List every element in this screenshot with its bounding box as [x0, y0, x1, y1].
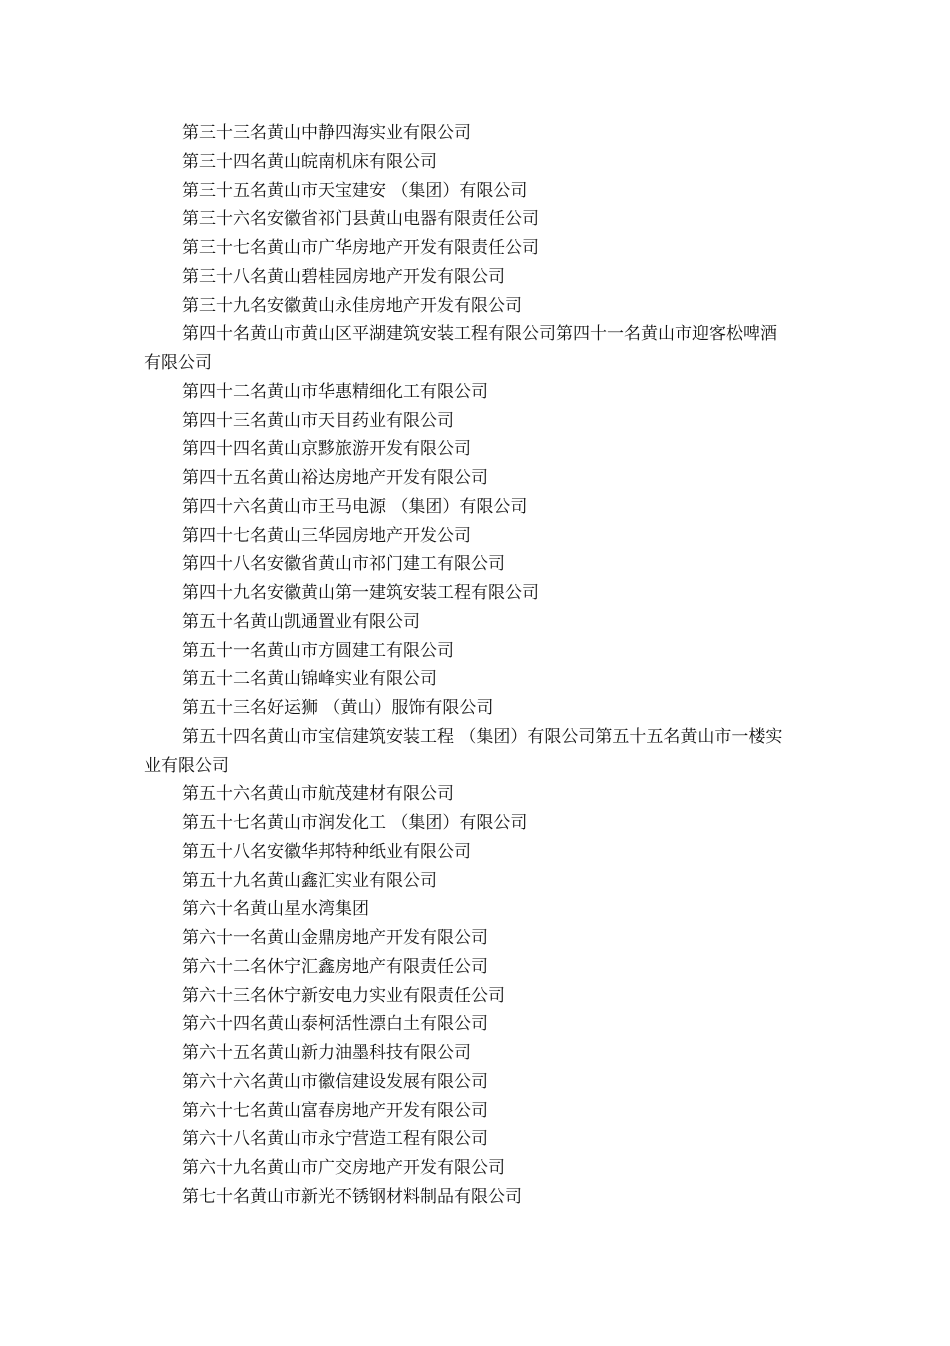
list-item: 第五十九名黄山鑫汇实业有限公司 [182, 870, 437, 891]
list-item: 第六十四名黄山泰柯活性漂白土有限公司 [182, 1014, 488, 1035]
list-item: 第三十七名黄山市广华房地产开发有限责任公司 [182, 238, 539, 258]
list-item: 第六十名黄山星水湾集团 [182, 899, 369, 920]
list-item: 第五十一名黄山市方圆建工有限公司 [182, 640, 454, 661]
list-item: 第六十七名黄山富春房地产开发有限公司 [182, 1100, 488, 1121]
list-item: 第五十四名黄山市宝信建筑安装工程 （集团）有限公司第五十五名黄山市一楼实业有限公司 [144, 726, 783, 776]
list-item: 第三十六名安徽省祁门县黄山电器有限责任公司 [182, 209, 539, 230]
list-item: 第六十六名黄山市徽信建设发展有限公司 [182, 1071, 488, 1092]
list-item: 第四十四名黄山京黟旅游开发有限公司 [182, 439, 471, 460]
list-item: 第五十三名好运狮 （黄山）服饰有限公司 [182, 698, 494, 718]
list-item: 第五十六名黄山市航茂建材有限公司 [182, 784, 454, 805]
list-item: 第六十三名休宁新安电力实业有限责任公司 [182, 985, 505, 1006]
list-item: 第四十八名安徽省黄山市祁门建工有限公司 [182, 554, 505, 575]
list-item: 第三十四名黄山皖南机床有限公司 [182, 151, 437, 172]
list-item: 第四十六名黄山市王马电源 （集团）有限公司 [182, 496, 528, 517]
company-list [144, 119, 804, 1212]
list-item: 第五十八名安徽华邦特种纸业有限公司 [182, 841, 471, 862]
list-item: 第三十五名黄山市天宝建安 （集团）有限公司 [182, 180, 528, 201]
list-item: 第四十九名安徽黄山第一建筑安装工程有限公司 [182, 583, 539, 603]
list-item: 第五十名黄山凯通置业有限公司 [182, 611, 420, 632]
list-item: 第六十九名黄山市广交房地产开发有限公司 [182, 1158, 505, 1178]
list-item: 第六十五名黄山新力油墨科技有限公司 [182, 1043, 471, 1063]
list-item: 第三十九名安徽黄山永佳房地产开发有限公司 [182, 295, 522, 316]
list-item: 第四十名黄山市黄山区平湖建筑安装工程有限公司第四十一名黄山市迎客松啤酒有限公司 [144, 324, 777, 373]
list-item: 第四十二名黄山市华惠精细化工有限公司 [182, 381, 488, 402]
list-item: 第六十二名休宁汇鑫房地产有限责任公司 [182, 956, 488, 977]
list-item: 第四十七名黄山三华园房地产开发公司 [182, 525, 471, 546]
list-item: 第六十八名黄山市永宁营造工程有限公司 [182, 1129, 488, 1150]
list-item: 第七十名黄山市新光不锈钢材料制品有限公司 [182, 1186, 522, 1207]
list-item: 第三十八名黄山碧桂园房地产开发有限公司 [182, 266, 505, 287]
list-item: 第四十五名黄山裕达房地产开发有限公司 [182, 468, 488, 488]
list-item: 第五十二名黄山锦峰实业有限公司 [182, 669, 437, 690]
list-item: 第三十三名黄山中静四海实业有限公司 [182, 123, 471, 143]
list-item: 第四十三名黄山市天目药业有限公司 [182, 410, 454, 431]
list-item: 第五十七名黄山市润发化工 （集团）有限公司 [182, 813, 528, 833]
list-item: 第六十一名黄山金鼎房地产开发有限公司 [182, 928, 488, 948]
